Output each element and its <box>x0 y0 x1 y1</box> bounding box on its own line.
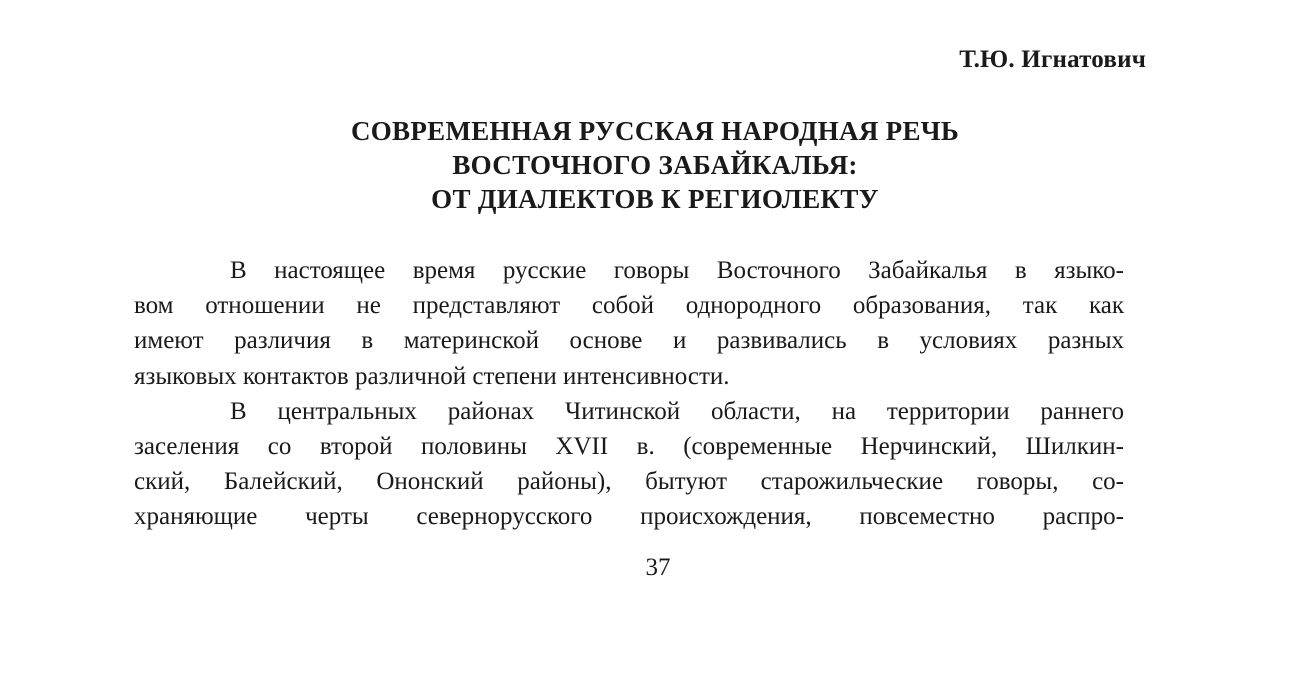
paragraph-1 <box>134 253 1124 394</box>
article-title <box>0 114 1304 216</box>
text-line: языковых контактов различной степени интенсивности. <box>134 362 730 390</box>
text-line: заселения со второй половины XVII в. (современные Нерчинский, Шилкин- <box>134 433 1124 461</box>
title-line: ОТ ДИАЛЕКТОВ К РЕГИОЛЕКТУ <box>431 184 879 214</box>
text-line: В настоящее время русские говоры Восточного Забайкалья в языко- <box>230 257 1124 284</box>
text-line: В центральных районах Читинской области, на территории раннего <box>230 397 1124 425</box>
text-line: ский, Балейский, Ононский районы), бытуют старожильческие говоры, со- <box>134 468 1124 496</box>
title-line: ВОСТОЧНОГО ЗАБАЙКАЛЬЯ: <box>452 150 858 180</box>
title-line: СОВРЕМЕННАЯ РУССКАЯ НАРОДНАЯ РЕЧЬ <box>350 116 960 146</box>
text-line: вом отношении не представляют собой однородного образования, так как <box>134 292 1124 320</box>
page-number: 37 <box>645 554 671 581</box>
text-line: имеют различия в материнской основе и развивались в условиях разных <box>134 327 1124 355</box>
text-line: храняющие черты севернорусского происхождения, повсеместно распро- <box>134 503 1124 531</box>
paragraph-2 <box>134 394 1124 535</box>
body-text <box>134 253 1124 535</box>
author-name: Т.Ю. Игнатович <box>959 46 1146 73</box>
